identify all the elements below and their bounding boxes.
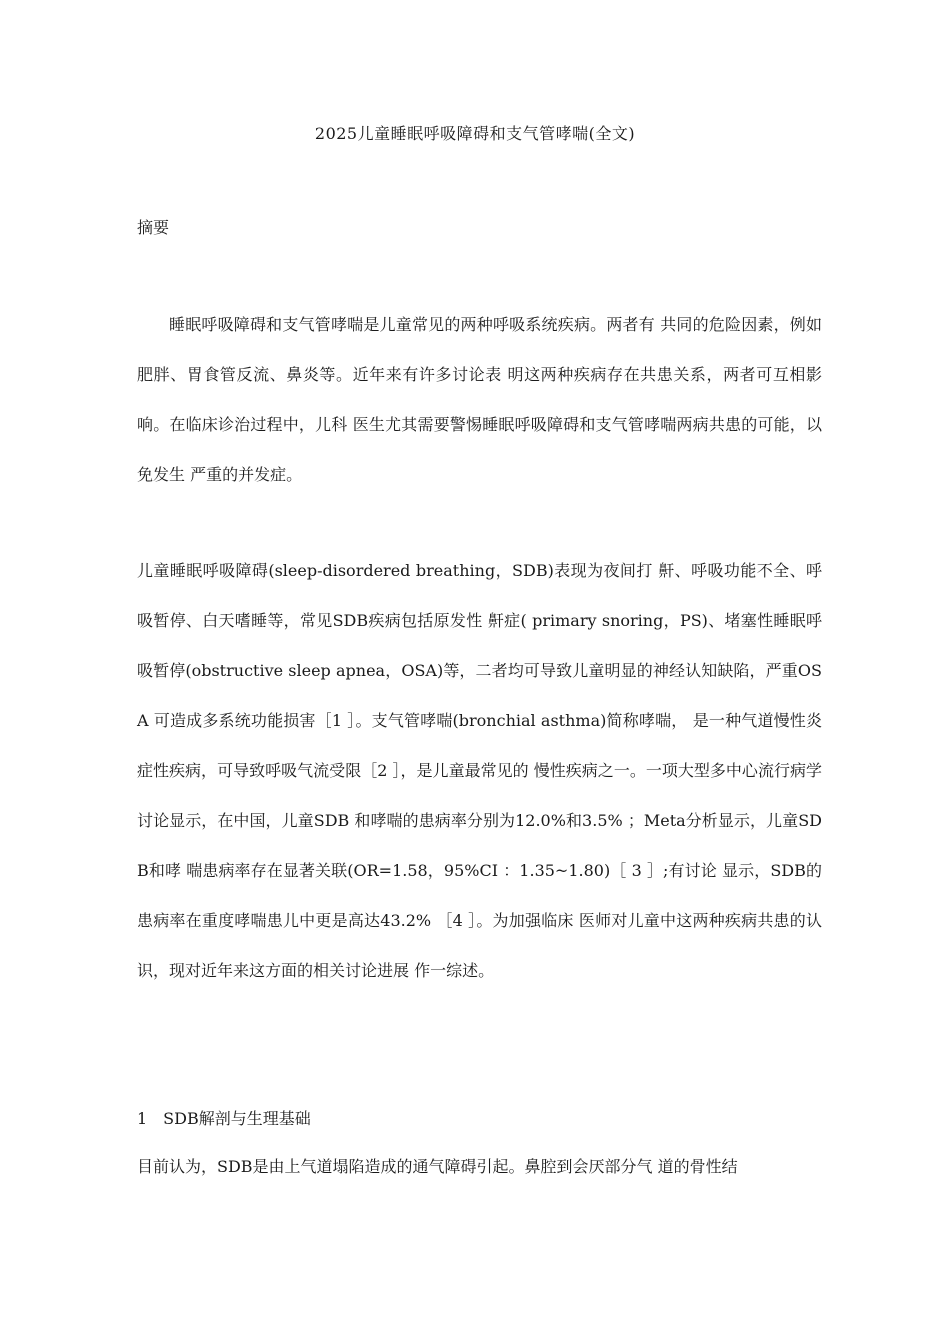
intro-paragraph: 儿童睡眠呼吸障碍(sleep-disordered breathing，SDB)表现为夜间打 鼾、呼吸功能不全、呼吸暂停、白天嗜睡等，常见SDB疾病包括原发性 鼾症( primary snoring，PS)、堵塞性睡眠呼吸暂停(obstructive sleep apnea，OSA)等，二者均可导致儿童明显的神经认知缺陷，严重OSA 可造成多系统功能损害［1 ］。支气管哮喘(bronchial asthma)简称哮喘， 是一种气道慢性炎症性疾病，可导致呼吸气流受限［2 ］，是儿童最常见的 慢性疾病之一。一项大型多中心流行病学讨论显示，在中国，儿童SDB 和哮喘的患病率分别为12.0%和3.5% ；Meta分析显示，儿童SDB和哮 喘患病率存在显著关联(OR=1.58，95%CI ：1.35~1.80)［ 3 ］;有讨论 显示，SDB的患病率在重度哮喘患儿中更是高达43.2% ［4 ］。为加强临床 医师对儿童中这两种疾病共患的认识，现对近年来这方面的相关讨论进展 作一综述。 [137, 561, 822, 980]
section-1-heading: 1 SDB解剖与生理基础 [137, 1109, 311, 1128]
section-1-paragraph: 目前认为，SDB是由上气道塌陷造成的通气障碍引起。鼻腔到会厌部分气 道的骨性结 [137, 1157, 738, 1176]
abstract-paragraph: 睡眠呼吸障碍和支气管哮喘是儿童常见的两种呼吸系统疾病。两者有 共同的危险因素，例如肥胖、胃食管反流、鼻炎等。近年来有许多讨论表 明这两种疾病存在共患关系，两者可互相影响。在临床诊治过程中，儿科 医生尤其需要警惕睡眠呼吸障碍和支气管哮喘两病共患的可能，以免发生 严重的并发症。 [137, 315, 822, 484]
abstract-heading: 摘要 [137, 218, 170, 237]
document-title: 2025儿童睡眠呼吸障碍和支气管哮喘(全文) [314, 124, 636, 143]
